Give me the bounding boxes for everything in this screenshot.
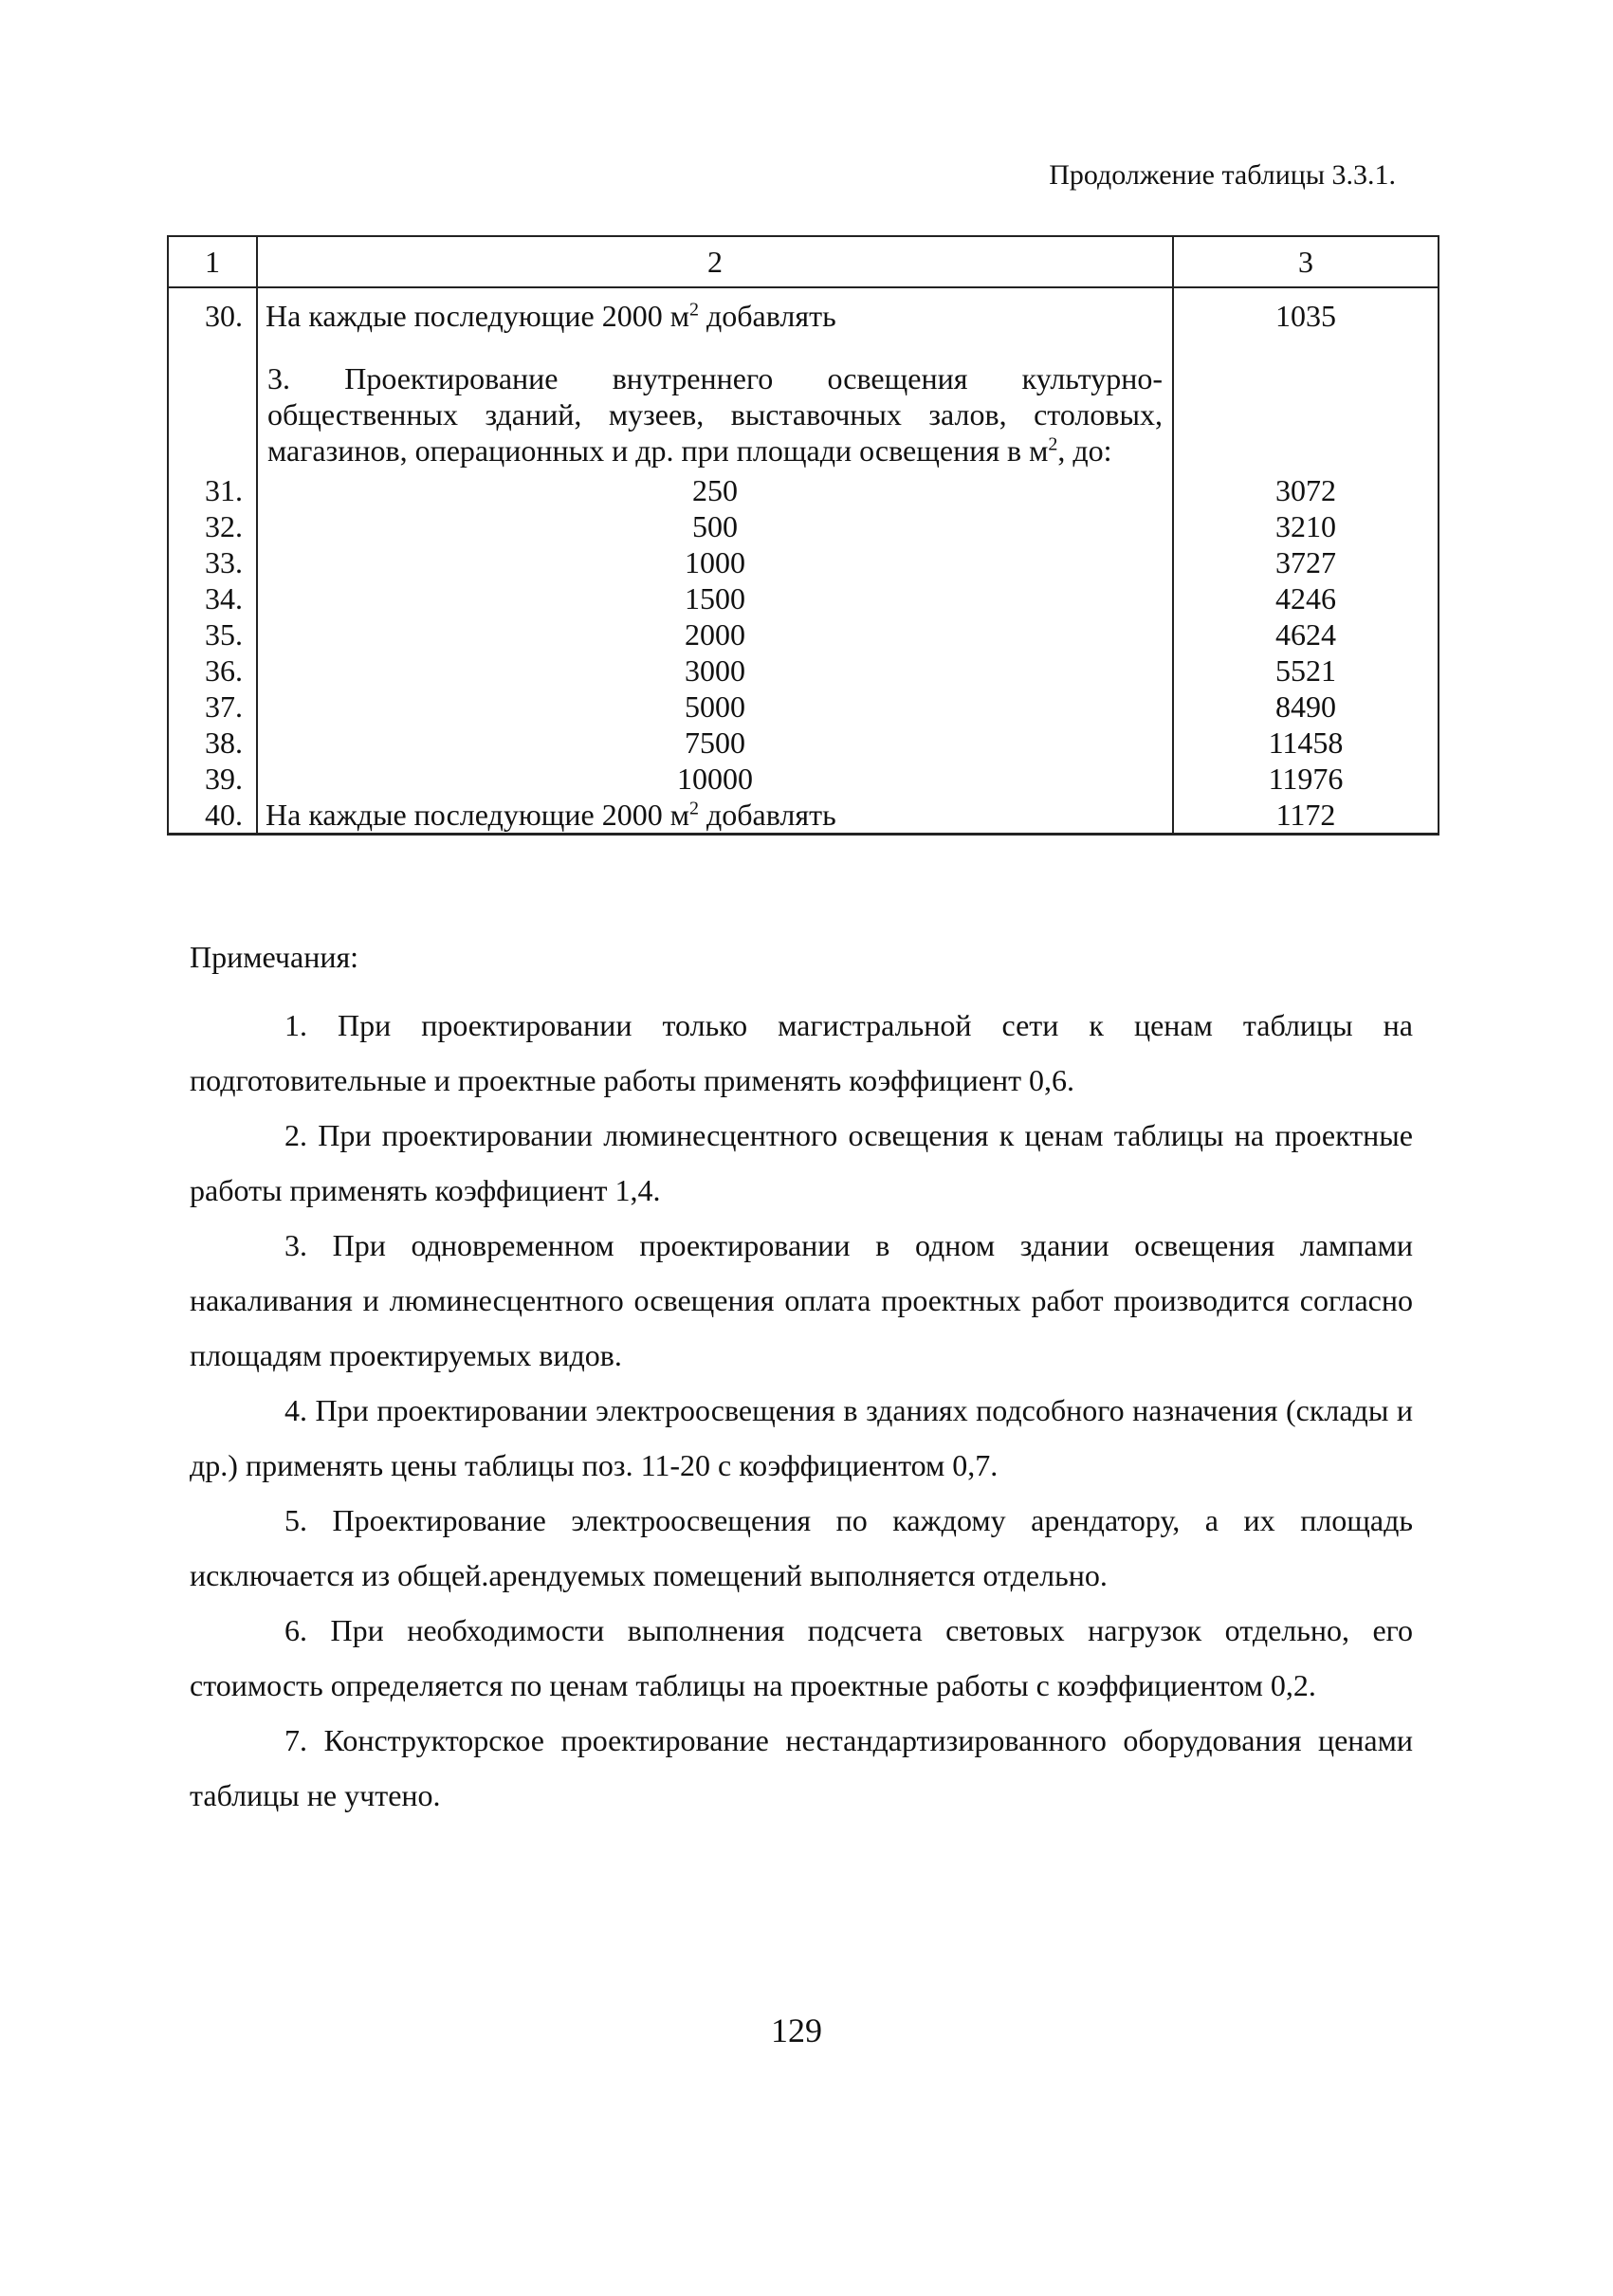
row-price: 4624 xyxy=(1173,616,1439,652)
notes-section xyxy=(190,929,1413,1823)
row-area: 2000 xyxy=(257,616,1173,652)
row-number: 36. xyxy=(168,652,257,689)
row-price: 11458 xyxy=(1173,725,1439,761)
note-item: 7. Конструкторское проектирование нестандартизированного оборудования ценами таблицы не учтено. xyxy=(190,1723,1413,1812)
note-item: 2. При проектировании люминесцентного освещения к ценам таблицы на проектные работы применять коэффициент 1,4. xyxy=(190,1118,1413,1207)
price-table xyxy=(167,235,1439,836)
note-item: 1. При проектировании только магистральной сети к ценам таблицы на подготовительные и проектные работы применять коэффициент 0,6. xyxy=(190,1008,1413,1097)
row-area: 1000 xyxy=(257,544,1173,580)
row-description: На каждые последующие 2000 $м^2$ добавлять xyxy=(257,797,1173,835)
row-price: 3072 xyxy=(1173,472,1439,508)
page-number: 129 xyxy=(771,2011,822,2049)
table-row xyxy=(168,725,1439,761)
row-area: 250 xyxy=(257,472,1173,508)
header-col-1: 1 xyxy=(168,236,257,287)
row-number: 30. xyxy=(168,287,257,334)
note-item: 4. При проектировании электроосвещения в зданиях подсобного назначения (склады и др.) применять цены таблицы поз. 11-20 с коэффициентом 0,7. xyxy=(190,1393,1413,1482)
table-row xyxy=(168,508,1439,544)
row-price: 11976 xyxy=(1173,761,1439,797)
table-caption: Продолжение таблицы 3.3.1. xyxy=(1049,159,1396,191)
row-number: 39. xyxy=(168,761,257,797)
row-price: 5521 xyxy=(1173,652,1439,689)
section-heading: 3. Проектирование внутреннего освещения культурно-общественных зданий, музеев, выставочных залов, столовых, магазинов, операционных и др. при площади освещения в $м^2$, до: xyxy=(257,334,1173,472)
table-row xyxy=(168,616,1439,652)
row-price: 3210 xyxy=(1173,508,1439,544)
table-row-40 xyxy=(168,797,1439,835)
row-price: 1035 xyxy=(1173,287,1439,334)
table-row xyxy=(168,544,1439,580)
header-col-2: 2 xyxy=(257,236,1173,287)
row-price: 3727 xyxy=(1173,544,1439,580)
table-row xyxy=(168,580,1439,616)
row-number: 35. xyxy=(168,616,257,652)
row-number: 32. xyxy=(168,508,257,544)
row-number: 31. xyxy=(168,472,257,508)
row-number: 37. xyxy=(168,689,257,725)
row-price: 1172 xyxy=(1173,797,1439,835)
table-section-row xyxy=(168,334,1439,472)
row-number: 33. xyxy=(168,544,257,580)
table-row xyxy=(168,689,1439,725)
note-item: 6. При необходимости выполнения подсчета световых нагрузок отдельно, его стоимость определяется по ценам таблицы на проектные работы с коэффициентом 0,2. xyxy=(190,1613,1413,1702)
row-area: 5000 xyxy=(257,689,1173,725)
table-row xyxy=(168,472,1439,508)
table-row xyxy=(168,652,1439,689)
row-area: 1500 xyxy=(257,580,1173,616)
row-number: 34. xyxy=(168,580,257,616)
notes-list xyxy=(190,998,1413,1823)
row-area: 500 xyxy=(257,508,1173,544)
row-area: 10000 xyxy=(257,761,1173,797)
row-number: 40. xyxy=(168,797,257,835)
row-area: 7500 xyxy=(257,725,1173,761)
row-number: 38. xyxy=(168,725,257,761)
note-item: 5. Проектирование электроосвещения по каждому арендатору, а их площадь исключается из общей.арендуемых помещений выполняется отдельно. xyxy=(190,1503,1413,1592)
table-row-30 xyxy=(168,287,1439,334)
row-price: 8490 xyxy=(1173,689,1439,725)
table-header-row xyxy=(168,236,1439,287)
row-area: 3000 xyxy=(257,652,1173,689)
notes-title: Примечания: xyxy=(190,940,359,974)
row-description: На каждые последующие 2000 $м^2$ добавлять xyxy=(257,287,1173,334)
note-item: 3. При одновременном проектировании в одном здании освещения лампами накаливания и люминесцентного освещения оплата проектных работ производится согласно площадям проектируемых видов. xyxy=(190,1228,1413,1372)
row-price: 4246 xyxy=(1173,580,1439,616)
header-col-3: 3 xyxy=(1173,236,1439,287)
table-row xyxy=(168,761,1439,797)
